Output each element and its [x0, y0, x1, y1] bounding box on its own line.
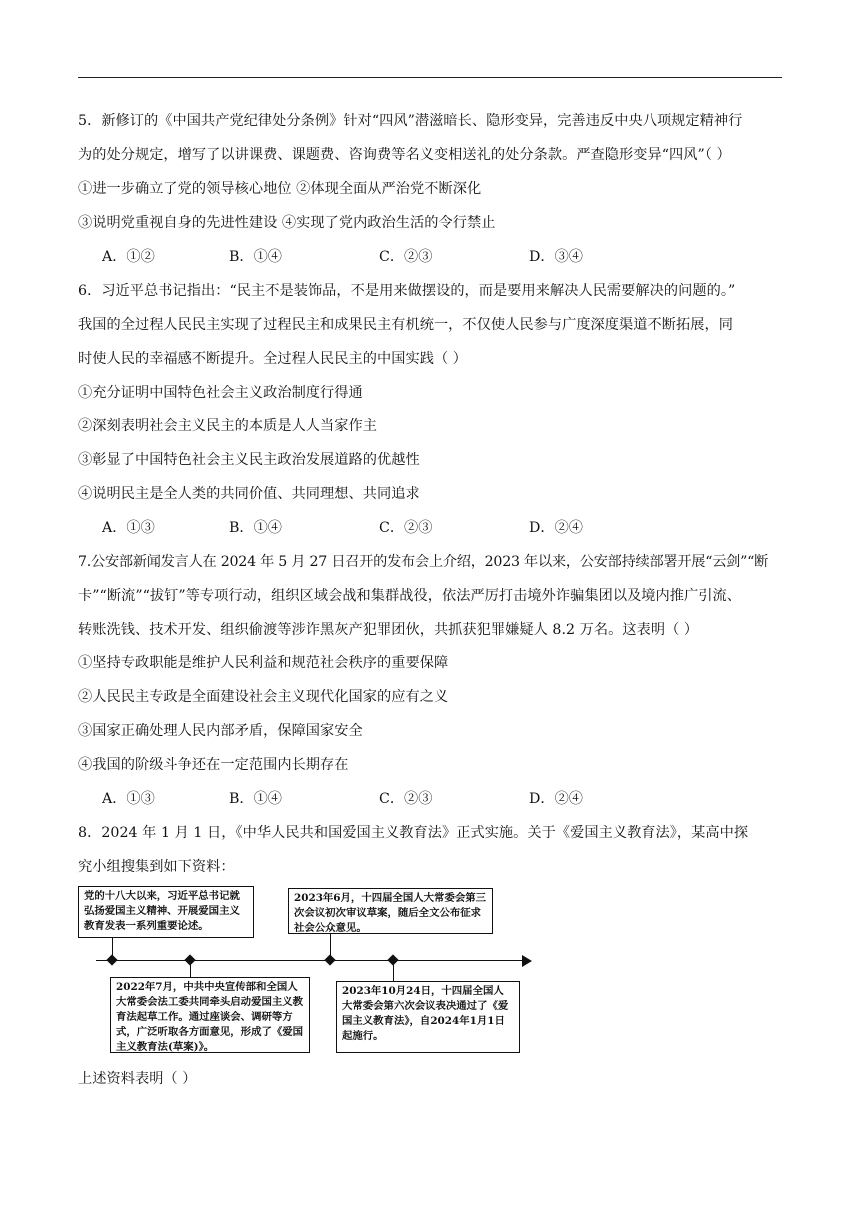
q6-option-b[interactable]: B．①④	[229, 520, 282, 536]
timeline-event-box: 2022年7月，中共中央宣传部和全国人大常委会法工委共同牵头启动爱国主义教育法起草工作。通过座谈会、调研等方式，广泛听取各方面意见，形成了《爱国主义教育法(草案)》。	[110, 977, 310, 1053]
q8-stem-line-1: 8．2024 年 1 月 1 日，《中华人民共和国爱国主义教育法》正式实施。关于《爱国主义教育法》，某高中探	[78, 825, 749, 841]
q5-option-b[interactable]: B．①④	[229, 249, 282, 265]
q8-stem-line-2: 究小组搜集到如下资料：	[78, 859, 235, 875]
timeline-marker	[106, 954, 117, 965]
q6-statement-3: ③彰显了中国特色社会主义民主政治发展道路的优越性	[78, 452, 420, 468]
timeline-event-box: 党的十八大以来，习近平总书记就弘扬爱国主义精神、开展爱国主义教育发表一系列重要论述。	[78, 886, 254, 938]
q5-option-c[interactable]: C．②③	[379, 249, 433, 265]
q6-stem-line-3: 时使人民的幸福感不断提升。全过程人民民主的中国实践（ ）	[78, 351, 467, 367]
q6-option-c[interactable]: C．②③	[379, 520, 433, 536]
q5-statements-3-4: ③说明党重视自身的先进性建设 ④实现了党内政治生活的令行禁止	[78, 215, 496, 231]
q6-stem-line-1: 6．习近平总书记指出：“民主不是装饰品，不是用来做摆设的，而是要用来解决人民需要解决的问题的。”	[78, 283, 736, 299]
q6-statement-1: ①充分证明中国特色社会主义政治制度行得通	[78, 385, 363, 401]
q7-option-b[interactable]: B．①④	[229, 791, 282, 807]
q7-statement-4: ④我国的阶级斗争还在一定范围内长期存在	[78, 757, 349, 773]
timeline-marker	[184, 954, 195, 965]
q7-stem-line-1: 7.公安部新闻发言人在 2024 年 5 月 27 日召开的发布会上介绍，2023 年以来，公安部持续部署开展“云剑”“断	[78, 554, 769, 570]
q7-option-a[interactable]: A．①③	[102, 791, 155, 807]
q6-option-d[interactable]: D．②④	[529, 520, 583, 536]
timeline-event-box: 2023年10月24日，十四届全国人大常委会第六次会议表决通过了《爱国主义教育法》，自2024年1月1日起施行。	[336, 981, 520, 1053]
law-timeline-figure	[78, 884, 538, 1060]
q6-statement-4: ④说明民主是全人类的共同价值、共同理想、共同追求	[78, 486, 420, 502]
q5-stem-line-2: 为的处分规定，增写了以讲课费、课题费、咨询费等名义变相送礼的处分条款。严查隐形变异“四风”（ ）	[78, 147, 731, 163]
q5-option-d[interactable]: D．③④	[529, 249, 583, 265]
q7-stem-line-3: 转账洗钱、技术开发、组织偷渡等涉诈黑灰产犯罪团伙，共抓获犯罪嫌疑人 8.2 万名。这表明（ ）	[78, 622, 699, 638]
q7-option-c[interactable]: C．②③	[379, 791, 433, 807]
q6-option-a[interactable]: A．①③	[102, 520, 155, 536]
q8-prompt: 上述资料表明（ ）	[78, 1071, 197, 1087]
q7-stem-line-2: 卡”“断流”“拔钉”等专项行动，组织区域会战和集群战役，依法严厉打击境外诈骗集团以及境内推广引流、	[78, 588, 741, 604]
q6-statement-2: ②深刻表明社会主义民主的本质是人人当家作主	[78, 418, 377, 434]
q6-stem-line-2: 我国的全过程人民民主实现了过程民主和成果民主有机统一，不仅使人民参与广度深度渠道不断拓展，同	[78, 317, 733, 333]
q7-option-d[interactable]: D．②④	[529, 791, 583, 807]
timeline-marker	[324, 954, 335, 965]
header-rule	[78, 77, 782, 78]
q5-stem-line-1: 5．新修订的《中国共产党纪律处分条例》针对“四风”潜滋暗长、隐形变异，完善违反中央八项规定精神行	[78, 113, 743, 129]
q5-statements-1-2: ①进一步确立了党的领导核心地位 ②体现全面从严治党不断深化	[78, 181, 482, 197]
q5-option-a[interactable]: A．①②	[102, 249, 155, 265]
timeline-arrow-icon	[522, 955, 532, 967]
q7-statement-2: ②人民民主专政是全面建设社会主义现代化国家的应有之义	[78, 689, 449, 705]
q7-statement-1: ①坚持专政职能是维护人民利益和规范社会秩序的重要保障	[78, 655, 449, 671]
q7-statement-3: ③国家正确处理人民内部矛盾，保障国家安全	[78, 723, 363, 739]
timeline-event-box: 2023年6月，十四届全国人大常委会第三次会议初次审议草案，随后全文公布征求社会公众意见。	[288, 888, 493, 934]
timeline-marker	[387, 954, 398, 965]
timeline-axis	[96, 960, 526, 961]
